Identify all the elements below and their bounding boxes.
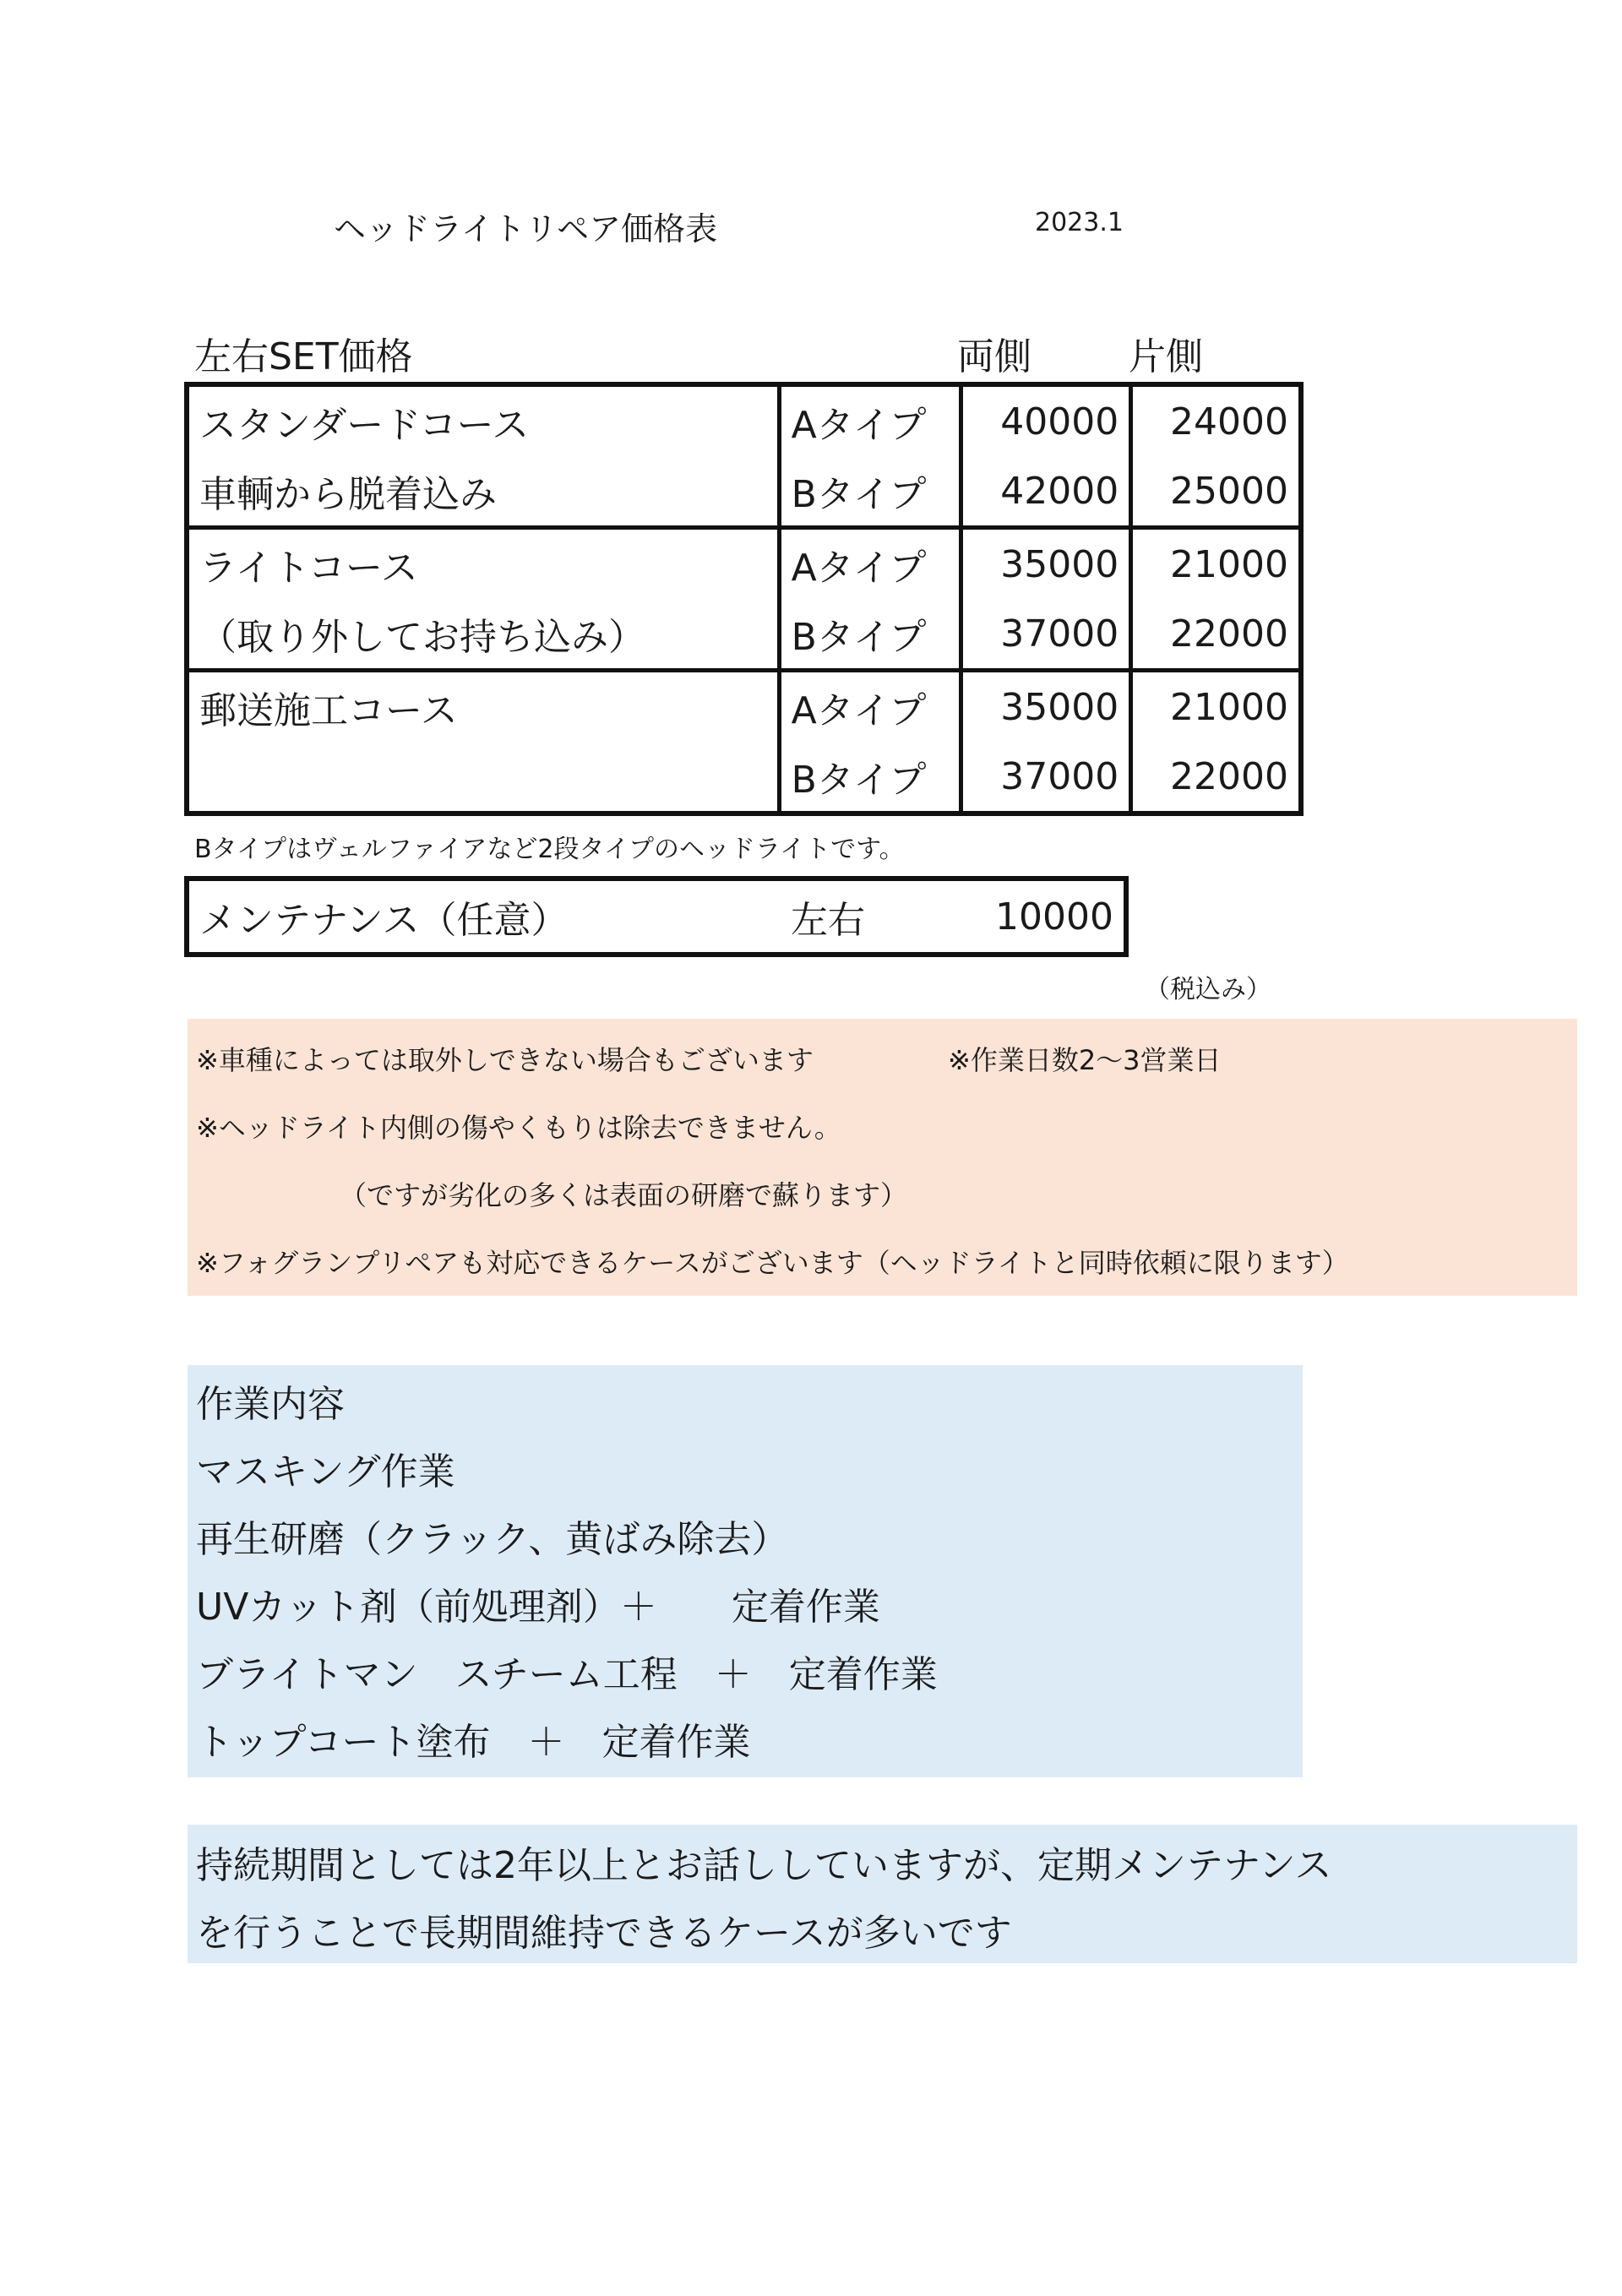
course-name: 郵送施工コース bbox=[187, 671, 779, 743]
type-label: Aタイプ bbox=[779, 384, 961, 456]
type-label: Aタイプ bbox=[779, 671, 961, 743]
course-description bbox=[187, 742, 779, 813]
price-one-side: 21000 bbox=[1170, 542, 1288, 586]
tax-included-note: （税込み） bbox=[1145, 975, 1271, 1004]
notes-box bbox=[188, 1019, 1577, 1296]
table-row bbox=[187, 879, 1126, 955]
duration-line: 持続期間としては2年以上とお話ししていますが、定期メンテナンス bbox=[196, 1844, 1332, 1887]
table-row bbox=[187, 742, 1301, 813]
work-item: トップコート塗布 ＋ 定着作業 bbox=[196, 1721, 751, 1764]
price-both-sides: 40000 bbox=[961, 384, 1131, 456]
note-work-days: ※作業日数2〜3営業日 bbox=[948, 1044, 1222, 1076]
note-line: ※ヘッドライト内側の傷やくもりは除去できません。 bbox=[196, 1112, 841, 1144]
work-item: 再生研磨（クラック、黄ばみ除去） bbox=[196, 1518, 789, 1561]
price-both-sides: 37000 bbox=[961, 742, 1131, 813]
page-title: ヘッドライトリペア価格表 bbox=[334, 210, 718, 248]
type-label: Bタイプ bbox=[779, 599, 961, 671]
document-date: 2023.1 bbox=[1035, 208, 1124, 237]
work-item: ブライトマン スチーム工程 ＋ 定着作業 bbox=[196, 1653, 938, 1696]
type-label: Bタイプ bbox=[779, 456, 961, 528]
course-description: 車輌から脱着込み bbox=[187, 456, 779, 528]
work-item: マスキング作業 bbox=[196, 1450, 455, 1493]
course-description: （取り外してお持ち込み） bbox=[187, 599, 779, 671]
table-row bbox=[187, 528, 1301, 600]
price-one-side: 25000 bbox=[1131, 456, 1301, 528]
course-name: スタンダードコース bbox=[187, 384, 779, 456]
b-type-note: Bタイプはヴェルファイアなど2段タイプのヘッドライトです。 bbox=[194, 835, 905, 864]
note-line: （ですが劣化の多くは表面の研磨で蘇ります） bbox=[340, 1179, 908, 1211]
table-row bbox=[187, 671, 1301, 743]
work-item: UVカット剤（前処理剤）＋ 定着作業 bbox=[196, 1586, 880, 1629]
table-row bbox=[187, 599, 1301, 671]
price-both-sides: 35000 bbox=[961, 528, 1131, 600]
maintenance-price: 10000 bbox=[995, 895, 1113, 939]
table-row bbox=[187, 384, 1301, 456]
set-price-label: 左右SET価格 bbox=[194, 335, 413, 378]
duration-box bbox=[188, 1825, 1577, 1963]
price-one-side: 21000 bbox=[1170, 685, 1288, 729]
price-table bbox=[184, 382, 1304, 816]
column-header-one-side: 片側 bbox=[1129, 335, 1203, 378]
maintenance-table bbox=[184, 876, 1129, 957]
price-one-side: 22000 bbox=[1170, 754, 1288, 798]
work-content-box bbox=[188, 1365, 1303, 1777]
type-label: Bタイプ bbox=[779, 742, 961, 813]
course-name: ライトコース bbox=[187, 528, 779, 600]
note-line: ※フォグランプリペアも対応できるケースがございます（ヘッドライトと同時依頼に限ります） bbox=[196, 1247, 1349, 1279]
table-row bbox=[187, 456, 1301, 528]
price-both-sides: 35000 bbox=[961, 671, 1131, 743]
maintenance-label: メンテナンス（任意） bbox=[199, 899, 569, 942]
price-both-sides: 42000 bbox=[961, 456, 1131, 528]
column-header-both-sides: 両側 bbox=[957, 335, 1031, 378]
type-label: Aタイプ bbox=[779, 528, 961, 600]
price-both-sides: 37000 bbox=[961, 599, 1131, 671]
maintenance-side: 左右 bbox=[791, 899, 865, 942]
price-one-side: 24000 bbox=[1170, 400, 1288, 443]
duration-line: を行うことで長期間維持できるケースが多いです bbox=[196, 1912, 1012, 1955]
price-one-side: 22000 bbox=[1131, 599, 1301, 671]
work-heading: 作業内容 bbox=[196, 1383, 345, 1426]
note-line: ※車種によっては取外しできない場合もございます bbox=[196, 1044, 814, 1076]
